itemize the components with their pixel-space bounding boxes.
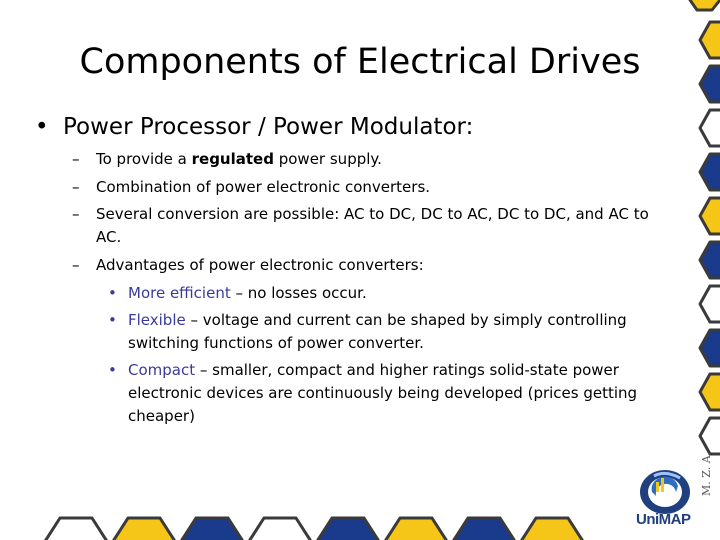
list-item-text: Advantages of power electronic converters: <box>96 256 424 274</box>
list-item-advantages <box>72 254 662 277</box>
bullet-dot-icon: • <box>35 114 49 140</box>
dash-icon: – <box>72 205 80 223</box>
author-initials: M. Z. A. <box>700 451 713 496</box>
advantage-desc: – smaller, compact and higher ratings solid-state power electronic devices are continuously being developed (prices getting cheaper) <box>128 361 638 425</box>
list-item-text: power supply. <box>273 150 382 168</box>
list-item-text: To provide a <box>96 150 192 168</box>
dash-icon: – <box>72 256 80 274</box>
list-item-text: Several conversion are possible: AC to DC, DC to AC, DC to DC, and AC to AC. <box>96 205 649 246</box>
advantage-term: Compact <box>128 361 196 379</box>
advantage-term: More efficient <box>128 284 231 302</box>
list-item-text: Combination of power electronic converters. <box>96 178 431 196</box>
dash-icon: – <box>72 178 80 196</box>
slide-title: Components of Electrical Drives <box>79 42 641 82</box>
advantage-flexible <box>108 309 658 355</box>
advantage-term: Flexible <box>128 311 186 329</box>
list-item-conversion <box>72 203 662 249</box>
dash-icon: – <box>72 150 80 168</box>
advantage-compact <box>108 359 658 428</box>
list-item-combination <box>72 176 662 199</box>
main-bullet <box>35 112 473 142</box>
list-item-bold: regulated <box>191 150 274 168</box>
advantage-desc: – voltage and current can be shaped by simply controlling switching functions of power converter. <box>128 311 627 352</box>
list-item-regulated <box>72 148 662 171</box>
advantage-efficient <box>108 282 658 305</box>
bullet-dot-icon: • <box>108 311 117 329</box>
bullet-dot-icon: • <box>108 284 117 302</box>
bullet-dot-icon: • <box>108 361 117 379</box>
main-bullet-text: Power Processor / Power Modulator: <box>63 114 474 140</box>
unimap-logo-text: UniMAP <box>636 511 691 528</box>
advantage-desc: – no losses occur. <box>230 284 367 302</box>
